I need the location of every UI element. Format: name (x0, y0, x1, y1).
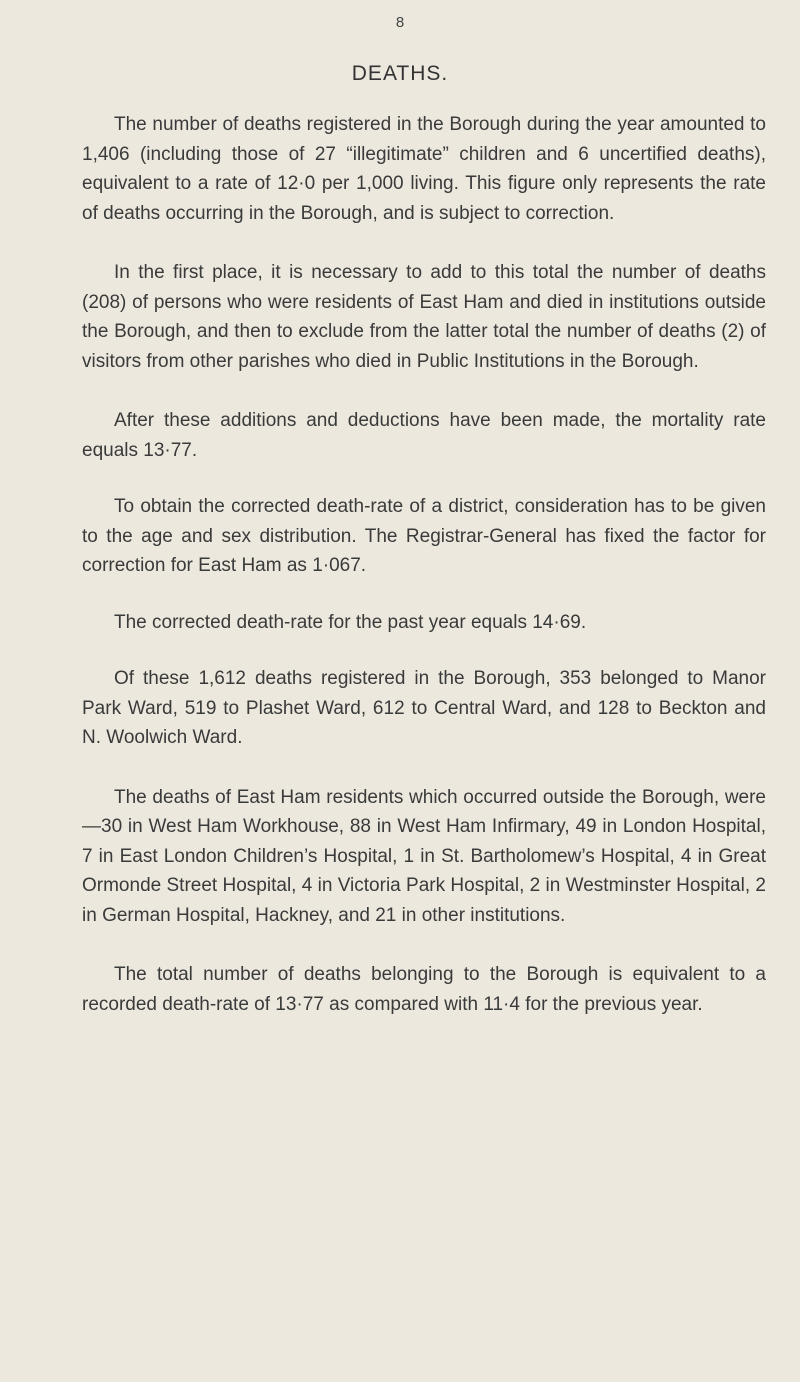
paragraph-corrected-rate: The corrected death-rate for the past year equals 14·69. (114, 611, 587, 633)
paragraph-correction-factor: To obtain the corrected death-rate of a district, consideration has to be given to the age and sex distribution. The Registrar-General has fixed the factor for correction for East Ham as 1·067. (82, 496, 766, 576)
paragraph-ward-breakdown: Of these 1,612 deaths registered in the Borough, 353 belonged to Manor Park Ward, 519 to Plashet Ward, 612 to Central Ward, and 128 to Beckton and N. Woolwich Ward. (82, 668, 766, 748)
page-number: 8 (395, 14, 405, 31)
body-text (82, 110, 766, 1019)
page-title: DEATHS. (351, 62, 449, 85)
paragraph-mortality-rate: After these additions and deductions have been made, the mortality rate equals 13·77. (82, 410, 766, 461)
paragraph-death-count: The number of deaths registered in the Borough during the year amounted to 1,406 (including those of 27 “illegitimate” children and 6 uncertified deaths), equivalent to a rate of 12·0 per 1,000 living. This figure only represents the rate of deaths occurring in the Borough, and is subject to correction. (82, 114, 766, 224)
paragraph-total-rate: The total number of deaths belonging to the Borough is equivalent to a recorded death-rate of 13·77 as compared with 11·4 for the previous year. (82, 964, 766, 1015)
paragraph-outside-deaths: The deaths of East Ham residents which occurred outside the Borough, were—30 in West Ham Workhouse, 88 in West Ham Infirmary, 49 in London Hospital, 7 in East London Children’s Hospital, 1 in St. Bartholomew’s Hospital, 4 in Great Ormonde Street Hospital, 4 in Victoria Park Hospital, 2 in Westminster Hospital, 2 in German Hospital, Hackney, and 21 in other institutions. (82, 786, 766, 926)
paragraph-additions-exclusions: In the first place, it is necessary to add to this total the number of deaths (208) of persons who were residents of East Ham and died in institutions outside the Borough, and then to exclude from the latter total the number of deaths (2) of visitors from other parishes who died in Public Institutions in the Borough. (82, 262, 766, 372)
